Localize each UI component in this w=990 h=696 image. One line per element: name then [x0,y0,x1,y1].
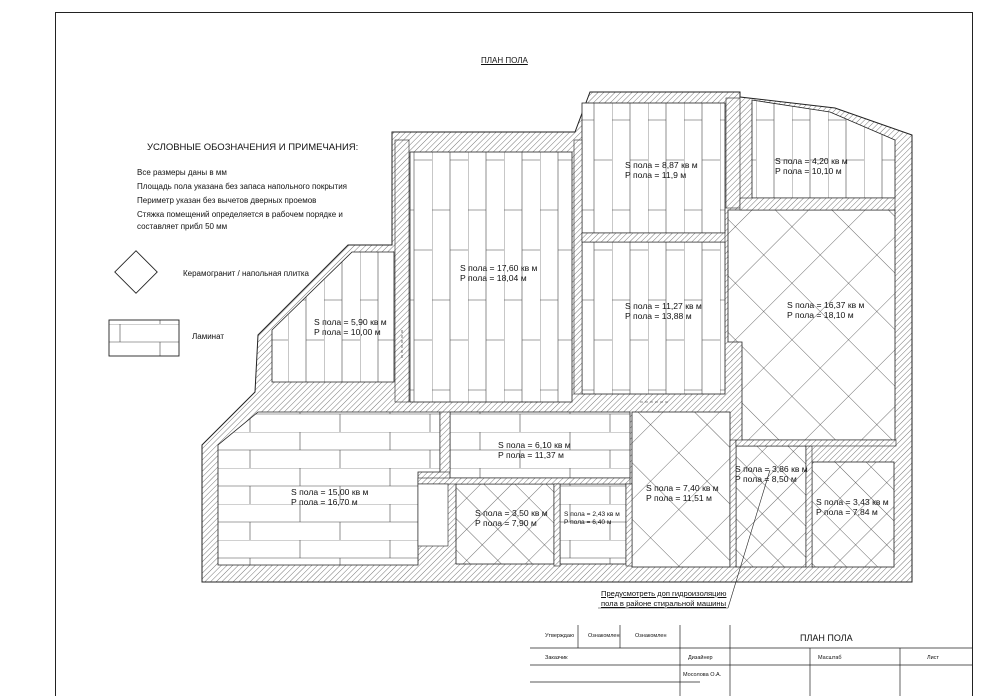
room-perimeter: P пола = 11,9 м [625,170,687,180]
room-perimeter: P пола = 11,51 м [646,493,712,503]
waterproofing-note [601,589,726,609]
room-area: S пола = 11,27 кв м [625,301,702,311]
room-area: S пола = 3,43 кв м [816,497,889,507]
room-perimeter: P пола = 13,88 м [625,311,692,321]
room-perimeter: P пола = 6,40 м [564,519,612,526]
room-label [625,160,698,180]
room-label [564,511,620,527]
room-area: S пола = 3,86 кв м [735,464,808,474]
room-area: S пола = 7,40 кв м [646,483,719,493]
legend-note: Все размеры даны в мм [137,168,227,177]
room-label [314,317,387,337]
tile-legend-label: Керамогранит / напольная плитка [183,269,309,278]
room-perimeter: P пола = 18,10 м [787,310,854,320]
stamp-approve: Утверждаю [545,633,575,639]
room-label [291,487,368,507]
waterproofing-note-line: пола в районе стиральной машины [601,599,727,608]
room-label [775,156,848,176]
room-area: S пола = 8,87 кв м [625,160,698,170]
stamp-familiarized: Ознакомлен [588,633,620,639]
legend-note: составляет прибл 50 мм [137,222,228,231]
stamp-scale: Масштаб [818,655,842,661]
plan-title: ПЛАН ПОЛА [481,56,528,65]
room-label [475,508,548,528]
room-label [735,464,808,484]
room-perimeter: P пола = 7,90 м [475,518,537,528]
room-area: S пола = 15,00 кв м [291,487,369,497]
room-label [787,300,864,320]
room-floor [752,100,895,198]
legend-heading: УСЛОВНЫЕ ОБОЗНАЧЕНИЯ И ПРИМЕЧАНИЯ: [147,142,359,153]
room-area: S пола = 5,90 кв м [314,317,387,327]
room-area: S пола = 4,20 кв м [775,156,848,166]
laminate-legend-swatch [109,320,179,356]
room-area: S пола = 3,50 кв м [475,508,548,518]
room-area: S пола = 17,60 кв м [460,263,538,273]
room-area: S пола = 16,37 кв м [787,300,865,310]
room-label [498,440,571,460]
room-perimeter: P пола = 7,84 м [816,507,878,517]
legend-note: Периметр указан без вычетов дверных проемов [137,196,317,205]
room-area: S пола = 6,10 кв м [498,440,571,450]
room-perimeter: P пола = 10,00 м [314,327,381,337]
room-perimeter: P пола = 16,70 м [291,497,358,507]
legend-note: Стяжка помещений определяется в рабочем порядке и [137,210,343,219]
room-perimeter: P пола = 8,50 м [735,474,797,484]
tile-legend-swatch [115,251,157,293]
stamp-designer: Дизайнер [688,655,713,661]
room-area: S пола = 2,43 кв м [564,511,620,518]
room-perimeter: P пола = 11,37 м [498,450,564,460]
room-label [625,301,702,321]
room-label [816,497,889,517]
stamp-title: ПЛАН ПОЛА [800,633,853,643]
waterproofing-note-line: Предусмотреть доп гидроизоляцию [601,589,727,598]
legend-note: Площадь пола указана без запаса напольного покрытия [137,182,347,191]
stamp-designer-name: Мосолова О.А. [683,672,722,678]
room-label [646,483,719,503]
room-perimeter: P пола = 18,04 м [460,273,527,283]
room-floor [728,210,895,440]
room-perimeter: P пола = 10,10 м [775,166,842,176]
laminate-legend-label: Ламинат [192,332,225,341]
room-label [460,263,537,283]
stamp-familiarized: Ознакомлен [635,633,667,639]
stamp-sheet: Лист [927,655,939,661]
stamp-customer: Заказчик [545,655,568,661]
